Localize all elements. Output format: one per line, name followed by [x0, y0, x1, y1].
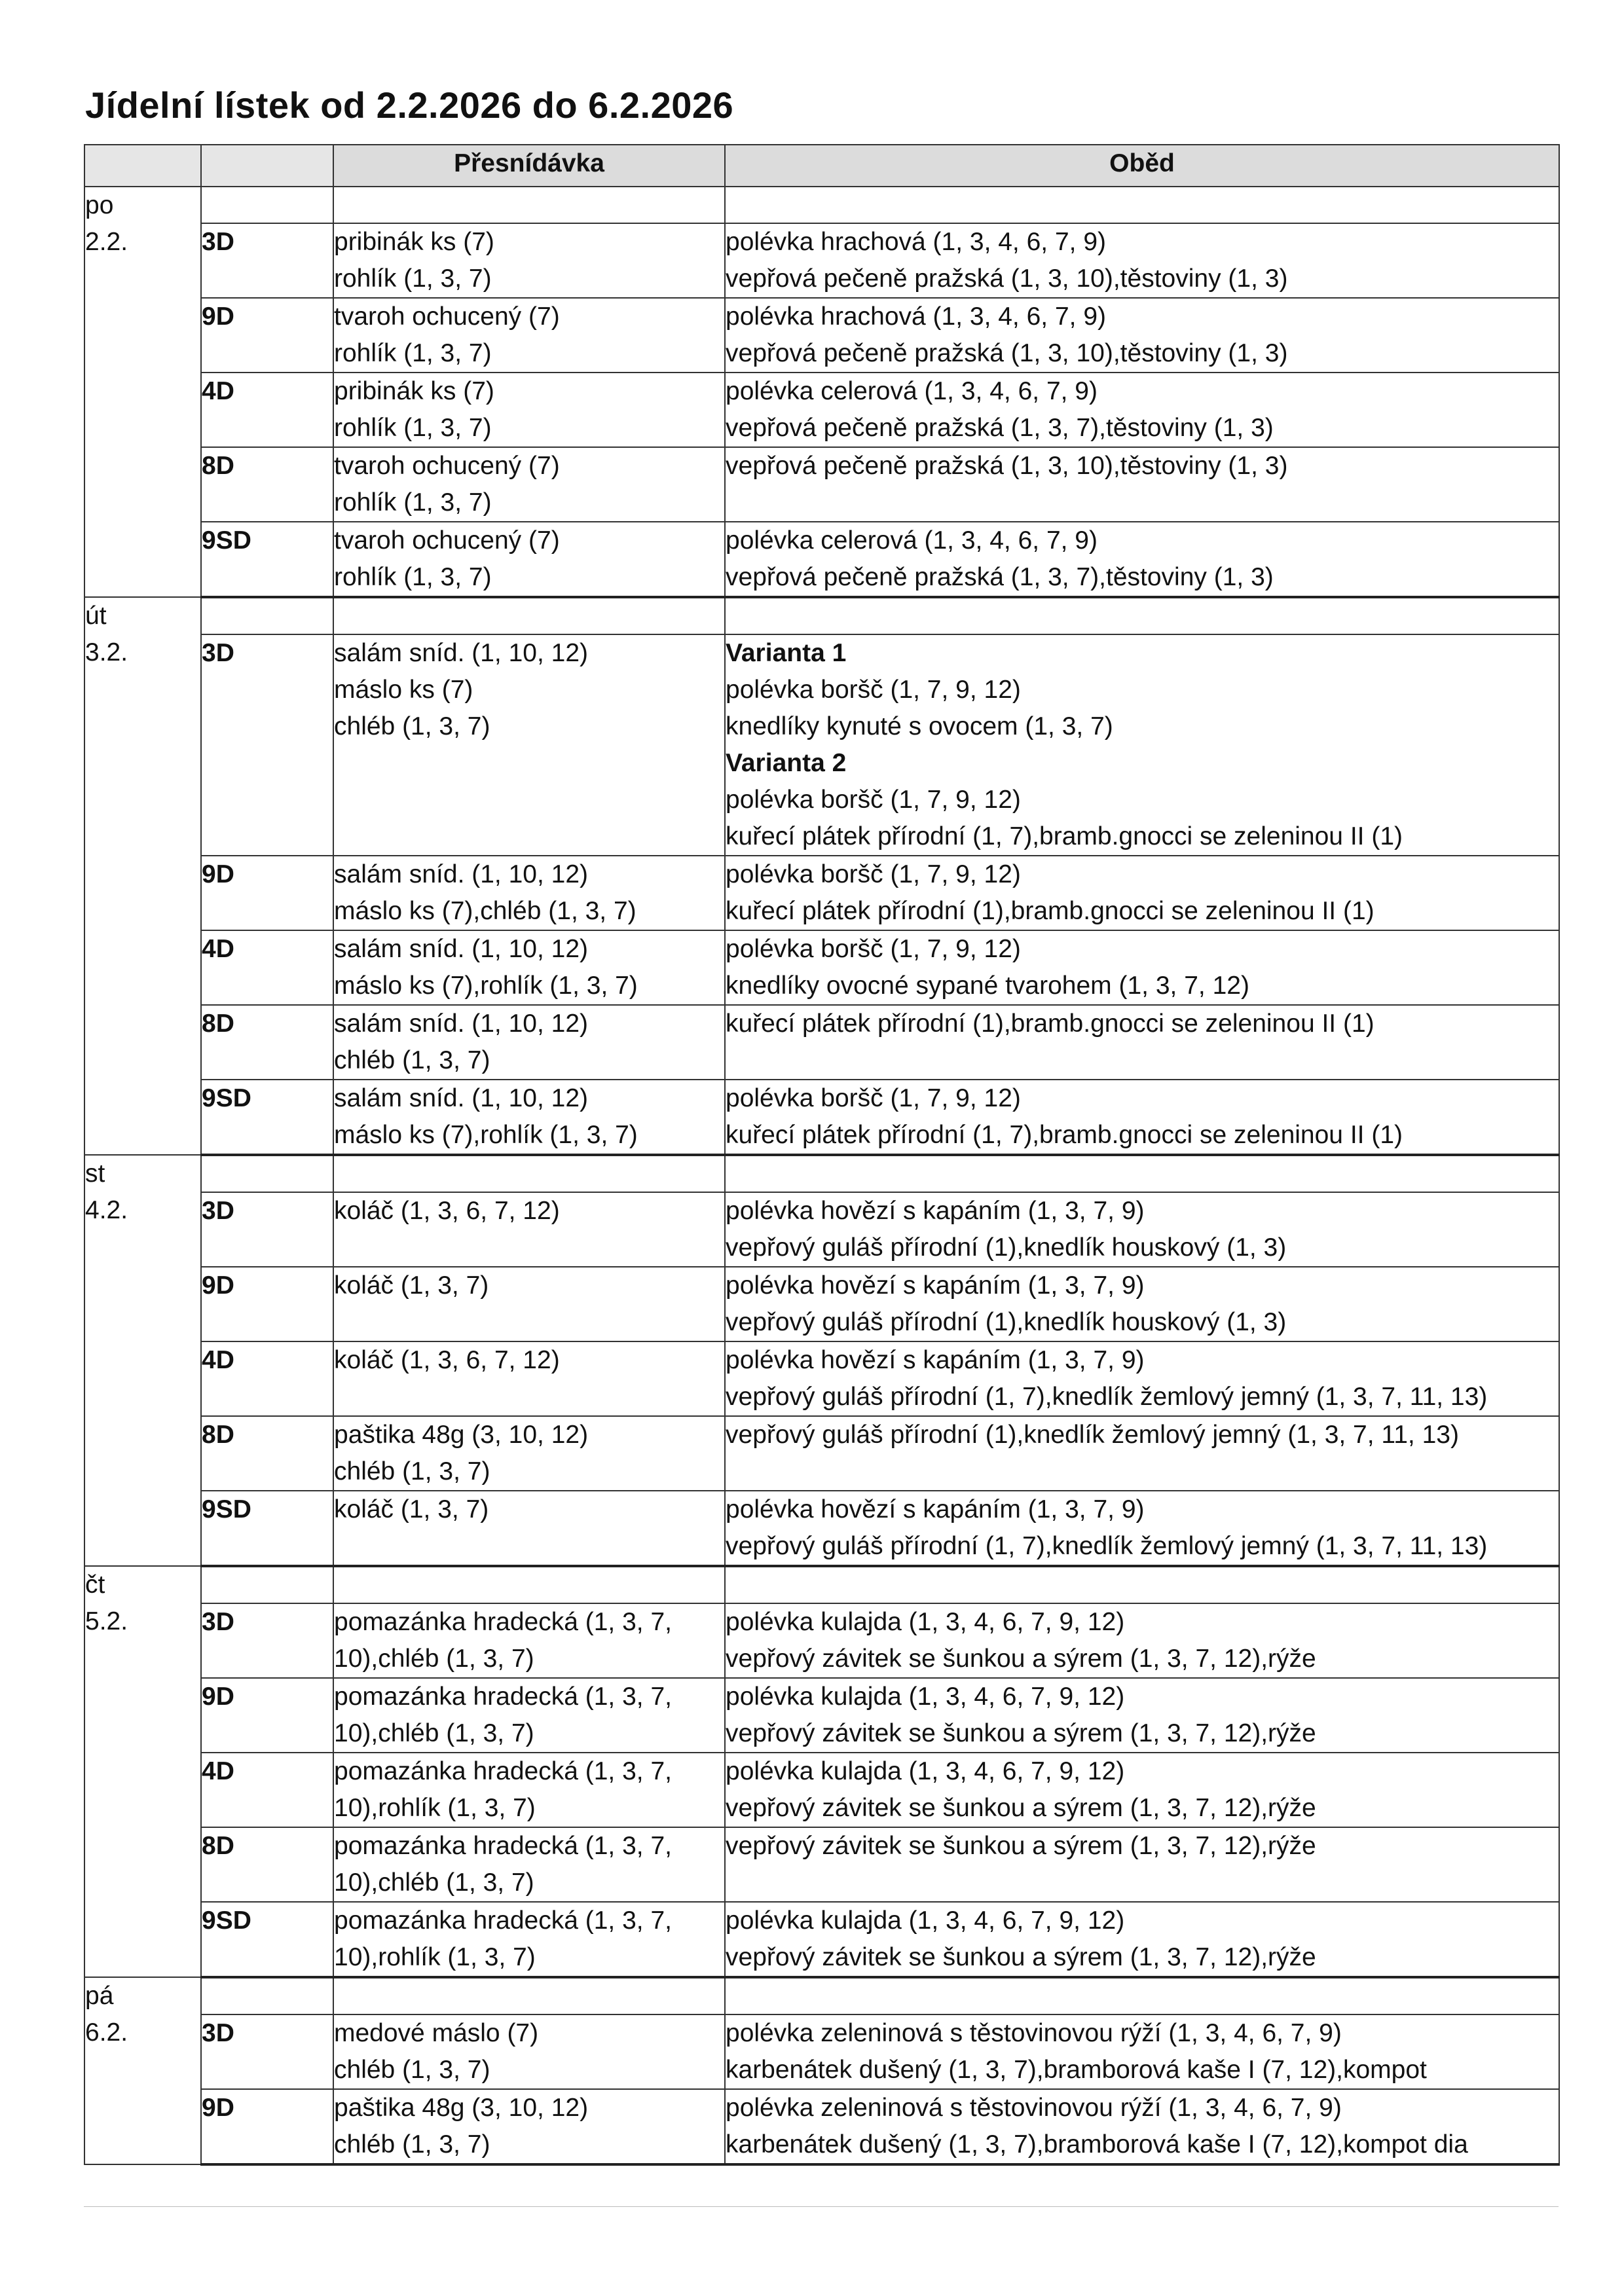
- obed-item: kuřecí plátek přírodní (1),bramb.gnocci se zeleninou II (1): [726, 897, 1375, 925]
- obed-cell: [725, 1005, 1559, 1080]
- presnidavka-item: 10),rohlík (1, 3, 7): [334, 1943, 536, 1971]
- presnidavka-item: tvaroh ochucený (7): [334, 452, 560, 480]
- group-row: [84, 2014, 1559, 2089]
- obed-cell: [725, 1341, 1559, 1416]
- header-obed: Oběd: [725, 145, 1559, 187]
- presnidavka-cell: [333, 856, 725, 930]
- presnidavka-cell: [333, 1678, 725, 1753]
- presnidavka-cell: [333, 1603, 725, 1678]
- obed-cell: [725, 856, 1559, 930]
- group-code: 9SD: [201, 1080, 333, 1155]
- group-code: 3D: [201, 223, 333, 298]
- presnidavka-item: tvaroh ochucený (7): [334, 526, 560, 555]
- obed-cell: [725, 298, 1559, 373]
- obed-item: polévka celerová (1, 3, 4, 6, 7, 9): [726, 526, 1098, 555]
- group-row: [84, 447, 1559, 522]
- presnidavka-item: pomazánka hradecká (1, 3, 7,: [334, 1608, 672, 1636]
- obed-item: polévka hrachová (1, 3, 4, 6, 7, 9): [726, 228, 1107, 256]
- group-code: 8D: [201, 1827, 333, 1902]
- presnidavka-item: 10),chléb (1, 3, 7): [334, 1719, 534, 1747]
- group-row: [84, 1678, 1559, 1753]
- obed-cell: [725, 223, 1559, 298]
- obed-cell: [725, 522, 1559, 597]
- group-code: 9D: [201, 1678, 333, 1753]
- obed-item: vepřový závitek se šunkou a sýrem (1, 3, 7, 12),rýže: [726, 1719, 1316, 1747]
- presnidavka-item: pomazánka hradecká (1, 3, 7,: [334, 1832, 672, 1860]
- obed-cell: [725, 930, 1559, 1005]
- presnidavka-cell: [333, 1491, 725, 1566]
- presnidavka-item: tvaroh ochucený (7): [334, 302, 560, 331]
- group-row: [84, 930, 1559, 1005]
- presnidavka-item: koláč (1, 3, 6, 7, 12): [334, 1346, 560, 1374]
- presnidavka-item: 10),rohlík (1, 3, 7): [334, 1794, 536, 1822]
- obed-item: vepřový závitek se šunkou a sýrem (1, 3, 7, 12),rýže: [726, 1832, 1316, 1860]
- presnidavka-item: salám sníd. (1, 10, 12): [334, 1084, 589, 1112]
- obed-item: vepřový guláš přírodní (1),knedlík houskový (1, 3): [726, 1233, 1287, 1262]
- group-code: 8D: [201, 1416, 333, 1491]
- presnidavka-item: paštika 48g (3, 10, 12): [334, 2094, 589, 2122]
- obed-item: kuřecí plátek přírodní (1),bramb.gnocci se zeleninou II (1): [726, 1010, 1375, 1038]
- spacer-cell: [201, 187, 333, 223]
- group-code: 4D: [201, 930, 333, 1005]
- obed-cell: [725, 1902, 1559, 1977]
- spacer-cell: [725, 1566, 1559, 1603]
- presnidavka-item: salám sníd. (1, 10, 12): [334, 1010, 589, 1038]
- obed-item: polévka boršč (1, 7, 9, 12): [726, 676, 1021, 704]
- obed-item: vepřová pečeně pražská (1, 3, 7),těstoviny (1, 3): [726, 563, 1274, 591]
- obed-item: polévka kulajda (1, 3, 4, 6, 7, 9, 12): [726, 1906, 1125, 1935]
- obed-item: vepřový guláš přírodní (1),knedlík žemlový jemný (1, 3, 7, 11, 13): [726, 1421, 1459, 1449]
- presnidavka-cell: [333, 634, 725, 856]
- group-row: [84, 1603, 1559, 1678]
- presnidavka-cell: [333, 447, 725, 522]
- presnidavka-item: 10),chléb (1, 3, 7): [334, 1645, 534, 1673]
- obed-item: vepřová pečeně pražská (1, 3, 10),těstoviny (1, 3): [726, 264, 1288, 293]
- obed-item: polévka kulajda (1, 3, 4, 6, 7, 9, 12): [726, 1683, 1125, 1711]
- spacer-cell: [333, 1977, 725, 2014]
- obed-variant-heading: Varianta 1: [726, 639, 847, 667]
- presnidavka-cell: [333, 298, 725, 373]
- group-code: 4D: [201, 1753, 333, 1827]
- presnidavka-item: rohlík (1, 3, 7): [334, 339, 492, 367]
- obed-cell: [725, 1491, 1559, 1566]
- obed-cell: [725, 373, 1559, 447]
- presnidavka-item: chléb (1, 3, 7): [334, 1046, 490, 1074]
- group-row: [84, 1827, 1559, 1902]
- presnidavka-item: rohlík (1, 3, 7): [334, 414, 492, 442]
- obed-cell: [725, 1603, 1559, 1678]
- presnidavka-cell: [333, 1827, 725, 1902]
- presnidavka-item: chléb (1, 3, 7): [334, 1457, 490, 1485]
- presnidavka-item: máslo ks (7),rohlík (1, 3, 7): [334, 972, 638, 1000]
- group-code: 9D: [201, 856, 333, 930]
- presnidavka-cell: [333, 223, 725, 298]
- header-blank-day: [84, 145, 201, 187]
- obed-cell: [725, 447, 1559, 522]
- day-label: čt 5.2.: [84, 1566, 201, 1977]
- presnidavka-cell: [333, 522, 725, 597]
- presnidavka-item: salám sníd. (1, 10, 12): [334, 639, 589, 667]
- spacer-cell: [725, 1155, 1559, 1192]
- presnidavka-item: pomazánka hradecká (1, 3, 7,: [334, 1757, 672, 1785]
- group-code: 8D: [201, 447, 333, 522]
- spacer-cell: [333, 187, 725, 223]
- header-row: [84, 145, 1559, 187]
- group-row: [84, 1491, 1559, 1566]
- presnidavka-cell: [333, 1267, 725, 1341]
- day-label: po 2.2.: [84, 187, 201, 597]
- day-spacer-row: [84, 1977, 1559, 2014]
- presnidavka-item: pribinák ks (7): [334, 377, 494, 405]
- group-row: [84, 1192, 1559, 1267]
- group-row: [84, 856, 1559, 930]
- presnidavka-cell: [333, 2014, 725, 2089]
- presnidavka-cell: [333, 2089, 725, 2164]
- presnidavka-item: chléb (1, 3, 7): [334, 2056, 490, 2084]
- obed-item: polévka boršč (1, 7, 9, 12): [726, 860, 1021, 888]
- obed-item: polévka boršč (1, 7, 9, 12): [726, 935, 1021, 963]
- group-row: [84, 1416, 1559, 1491]
- spacer-cell: [725, 187, 1559, 223]
- day-label: st 4.2.: [84, 1155, 201, 1566]
- obed-item: polévka celerová (1, 3, 4, 6, 7, 9): [726, 377, 1098, 405]
- presnidavka-item: chléb (1, 3, 7): [334, 2130, 490, 2159]
- group-row: [84, 1005, 1559, 1080]
- obed-item: polévka kulajda (1, 3, 4, 6, 7, 9, 12): [726, 1608, 1125, 1636]
- obed-item: vepřový závitek se šunkou a sýrem (1, 3, 7, 12),rýže: [726, 1943, 1316, 1971]
- day-spacer-row: [84, 597, 1559, 634]
- presnidavka-item: rohlík (1, 3, 7): [334, 488, 492, 517]
- group-code: 4D: [201, 373, 333, 447]
- spacer-cell: [333, 1566, 725, 1603]
- obed-item: polévka hovězí s kapáním (1, 3, 7, 9): [726, 1197, 1145, 1225]
- presnidavka-item: rohlík (1, 3, 7): [334, 563, 492, 591]
- presnidavka-cell: [333, 1080, 725, 1155]
- obed-cell: [725, 634, 1559, 856]
- presnidavka-item: pribinák ks (7): [334, 228, 494, 256]
- spacer-cell: [333, 597, 725, 634]
- obed-cell: [725, 1080, 1559, 1155]
- group-row: [84, 298, 1559, 373]
- menu-body: [84, 187, 1559, 2164]
- obed-item: karbenátek dušený (1, 3, 7),bramborová kaše I (7, 12),kompot: [726, 2056, 1427, 2084]
- group-code: 8D: [201, 1005, 333, 1080]
- group-code: 4D: [201, 1341, 333, 1416]
- obed-item: polévka boršč (1, 7, 9, 12): [726, 1084, 1021, 1112]
- spacer-cell: [201, 1977, 333, 2014]
- presnidavka-item: salám sníd. (1, 10, 12): [334, 860, 589, 888]
- presnidavka-item: pomazánka hradecká (1, 3, 7,: [334, 1906, 672, 1935]
- day-spacer-row: [84, 1155, 1559, 1192]
- spacer-cell: [725, 1977, 1559, 2014]
- group-code: 9D: [201, 1267, 333, 1341]
- group-code: 9D: [201, 298, 333, 373]
- obed-item: knedlíky kynuté s ovocem (1, 3, 7): [726, 712, 1113, 740]
- obed-item: polévka zeleninová s těstovinovou rýží (1, 3, 4, 6, 7, 9): [726, 2094, 1342, 2122]
- group-code: 3D: [201, 1603, 333, 1678]
- day-spacer-row: [84, 187, 1559, 223]
- group-code: 9SD: [201, 522, 333, 597]
- group-row: [84, 1267, 1559, 1341]
- obed-item: polévka hovězí s kapáním (1, 3, 7, 9): [726, 1346, 1145, 1374]
- obed-variant-heading: Varianta 2: [726, 749, 847, 777]
- presnidavka-item: chléb (1, 3, 7): [334, 712, 490, 740]
- presnidavka-item: máslo ks (7),rohlík (1, 3, 7): [334, 1121, 638, 1149]
- obed-item: karbenátek dušený (1, 3, 7),bramborová kaše I (7, 12),kompot dia: [726, 2130, 1468, 2159]
- spacer-cell: [201, 1566, 333, 1603]
- obed-item: polévka hovězí s kapáním (1, 3, 7, 9): [726, 1495, 1145, 1523]
- presnidavka-item: 10),chléb (1, 3, 7): [334, 1868, 534, 1897]
- obed-cell: [725, 2014, 1559, 2089]
- group-row: [84, 223, 1559, 298]
- presnidavka-item: paštika 48g (3, 10, 12): [334, 1421, 589, 1449]
- group-row: [84, 1753, 1559, 1827]
- day-spacer-row: [84, 1566, 1559, 1603]
- group-row: [84, 373, 1559, 447]
- presnidavka-item: koláč (1, 3, 7): [334, 1271, 489, 1300]
- obed-item: polévka hovězí s kapáním (1, 3, 7, 9): [726, 1271, 1145, 1300]
- presnidavka-cell: [333, 1005, 725, 1080]
- obed-item: polévka kulajda (1, 3, 4, 6, 7, 9, 12): [726, 1757, 1125, 1785]
- presnidavka-cell: [333, 1192, 725, 1267]
- presnidavka-cell: [333, 930, 725, 1005]
- obed-item: kuřecí plátek přírodní (1, 7),bramb.gnocci se zeleninou II (1): [726, 822, 1403, 850]
- obed-item: vepřový závitek se šunkou a sýrem (1, 3, 7, 12),rýže: [726, 1794, 1316, 1822]
- obed-cell: [725, 1267, 1559, 1341]
- header-presnidavka: Přesnídávka: [333, 145, 725, 187]
- obed-cell: [725, 1753, 1559, 1827]
- presnidavka-cell: [333, 373, 725, 447]
- presnidavka-item: pomazánka hradecká (1, 3, 7,: [334, 1683, 672, 1711]
- obed-cell: [725, 2089, 1559, 2164]
- obed-item: knedlíky ovocné sypané tvarohem (1, 3, 7, 12): [726, 972, 1249, 1000]
- group-row: [84, 1341, 1559, 1416]
- spacer-cell: [201, 597, 333, 634]
- presnidavka-cell: [333, 1416, 725, 1491]
- obed-cell: [725, 1192, 1559, 1267]
- presnidavka-item: máslo ks (7): [334, 676, 473, 704]
- presnidavka-item: máslo ks (7),chléb (1, 3, 7): [334, 897, 637, 925]
- obed-cell: [725, 1678, 1559, 1753]
- group-row: [84, 634, 1559, 856]
- obed-item: vepřový guláš přírodní (1, 7),knedlík žemlový jemný (1, 3, 7, 11, 13): [726, 1532, 1488, 1560]
- obed-item: polévka boršč (1, 7, 9, 12): [726, 786, 1021, 814]
- obed-item: vepřový guláš přírodní (1),knedlík houskový (1, 3): [726, 1308, 1287, 1336]
- menu-table: [84, 144, 1560, 2166]
- presnidavka-item: rohlík (1, 3, 7): [334, 264, 492, 293]
- group-row: [84, 1902, 1559, 1977]
- page-title: Jídelní lístek od 2.2.2026 do 6.2.2026: [85, 84, 734, 126]
- obed-item: vepřová pečeně pražská (1, 3, 7),těstoviny (1, 3): [726, 414, 1274, 442]
- day-label: pá 6.2.: [84, 1977, 201, 2164]
- obed-item: vepřová pečeně pražská (1, 3, 10),těstoviny (1, 3): [726, 339, 1288, 367]
- page-bottom-rule: [84, 2206, 1559, 2207]
- group-row: [84, 2089, 1559, 2164]
- group-code: 3D: [201, 2014, 333, 2089]
- spacer-cell: [725, 597, 1559, 634]
- presnidavka-cell: [333, 1753, 725, 1827]
- group-code: 9SD: [201, 1902, 333, 1977]
- obed-item: vepřová pečeně pražská (1, 3, 10),těstoviny (1, 3): [726, 452, 1288, 480]
- obed-cell: [725, 1416, 1559, 1491]
- presnidavka-item: salám sníd. (1, 10, 12): [334, 935, 589, 963]
- group-row: [84, 522, 1559, 597]
- obed-cell: [725, 1827, 1559, 1902]
- group-code: 3D: [201, 634, 333, 856]
- day-label: út 3.2.: [84, 597, 201, 1155]
- presnidavka-cell: [333, 1341, 725, 1416]
- group-row: [84, 1080, 1559, 1155]
- header-blank-group: [201, 145, 333, 187]
- obed-item: vepřový závitek se šunkou a sýrem (1, 3, 7, 12),rýže: [726, 1645, 1316, 1673]
- spacer-cell: [333, 1155, 725, 1192]
- obed-item: polévka hrachová (1, 3, 4, 6, 7, 9): [726, 302, 1107, 331]
- presnidavka-item: koláč (1, 3, 6, 7, 12): [334, 1197, 560, 1225]
- obed-item: polévka zeleninová s těstovinovou rýží (1, 3, 4, 6, 7, 9): [726, 2019, 1342, 2047]
- group-code: 3D: [201, 1192, 333, 1267]
- spacer-cell: [201, 1155, 333, 1192]
- group-code: 9SD: [201, 1491, 333, 1566]
- obed-item: vepřový guláš přírodní (1, 7),knedlík žemlový jemný (1, 3, 7, 11, 13): [726, 1383, 1488, 1411]
- presnidavka-item: medové máslo (7): [334, 2019, 539, 2047]
- obed-item: kuřecí plátek přírodní (1, 7),bramb.gnocci se zeleninou II (1): [726, 1121, 1403, 1149]
- presnidavka-item: koláč (1, 3, 7): [334, 1495, 489, 1523]
- presnidavka-cell: [333, 1902, 725, 1977]
- group-code: 9D: [201, 2089, 333, 2164]
